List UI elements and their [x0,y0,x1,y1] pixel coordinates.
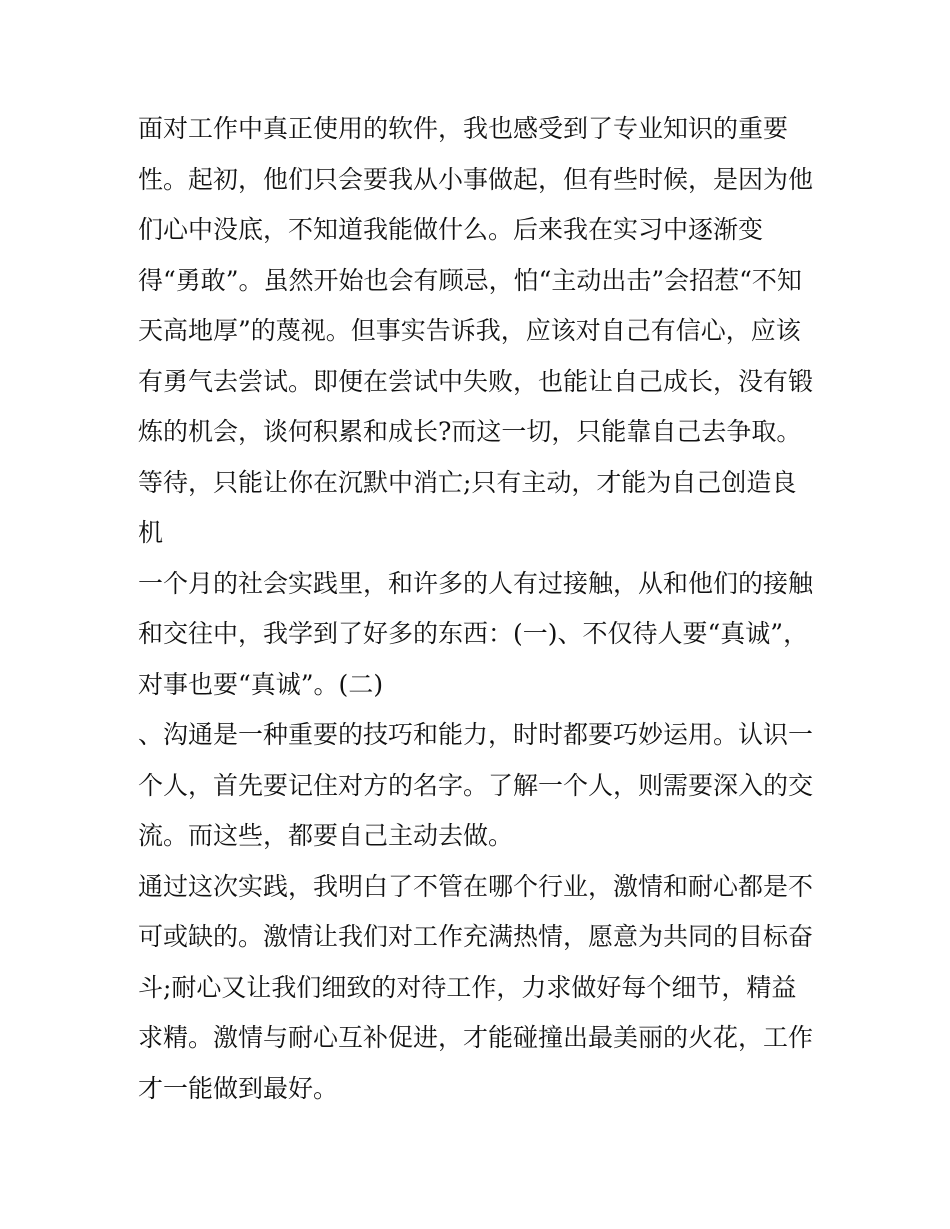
text-line: 流。而这些，都要自己主动去做。 [138,821,514,850]
text-line: 一个月的社会实践里，和许多的人有过接触，从和他们的接触 [138,568,814,598]
text-line: 求精。激情与耐心互补促进，才能碰撞出最美丽的火花，工作 [138,1023,814,1052]
text-line: 通过这次实践，我明白了不管在哪个行业，激情和耐心都是不 [138,871,814,901]
text-line: 天高地厚”的蔑视。但事实告诉我，应该对自己有信心，应该 [138,316,801,345]
text-line: 等待，只能让你在沉默中消亡;只有主动，才能为自己创造良 [138,467,797,497]
text-line: 才一能做到最好。 [138,1073,339,1103]
text-line: 面对工作中真正使用的软件，我也感受到了专业知识的重要 [138,114,789,143]
text-line: 性。起初，他们只会要我从小事做起，但有些时候，是因为他 [138,164,814,194]
text-line: 和交往中，我学到了好多的东西：(一)、不仅待人要“真诚”， [138,619,809,648]
text-line: 个人，首先要记住对方的名字。了解一个人，则需要深入的交 [138,770,814,800]
text-line: 有勇气去尝试。即便在尝试中失败，也能让自己成长，没有锻 [138,366,814,396]
text-line: 可或缺的。激情让我们对工作充满热情，愿意为共同的目标奋 [138,922,814,951]
document-body-text [138,104,814,1114]
text-line: 斗;耐心又让我们细致的对待工作，力求做好每个细节，精益 [138,972,797,1002]
text-line: 、沟通是一种重要的技巧和能力，时时都要巧妙运用。认识一 [138,720,814,749]
text-line: 得“勇敢”。虽然开始也会有顾忌，怕“主动出击”会招惹“不知 [138,265,802,295]
text-line: 机 [138,518,164,547]
text-line: 对事也要“真诚”。(二) [138,669,384,699]
text-line: 炼的机会，谈何积累和成长?而这一切，只能靠自己去争取。 [138,417,802,446]
text-line: 们心中没底，不知道我能做什么。后来我在实习中逐渐变 [138,215,764,244]
